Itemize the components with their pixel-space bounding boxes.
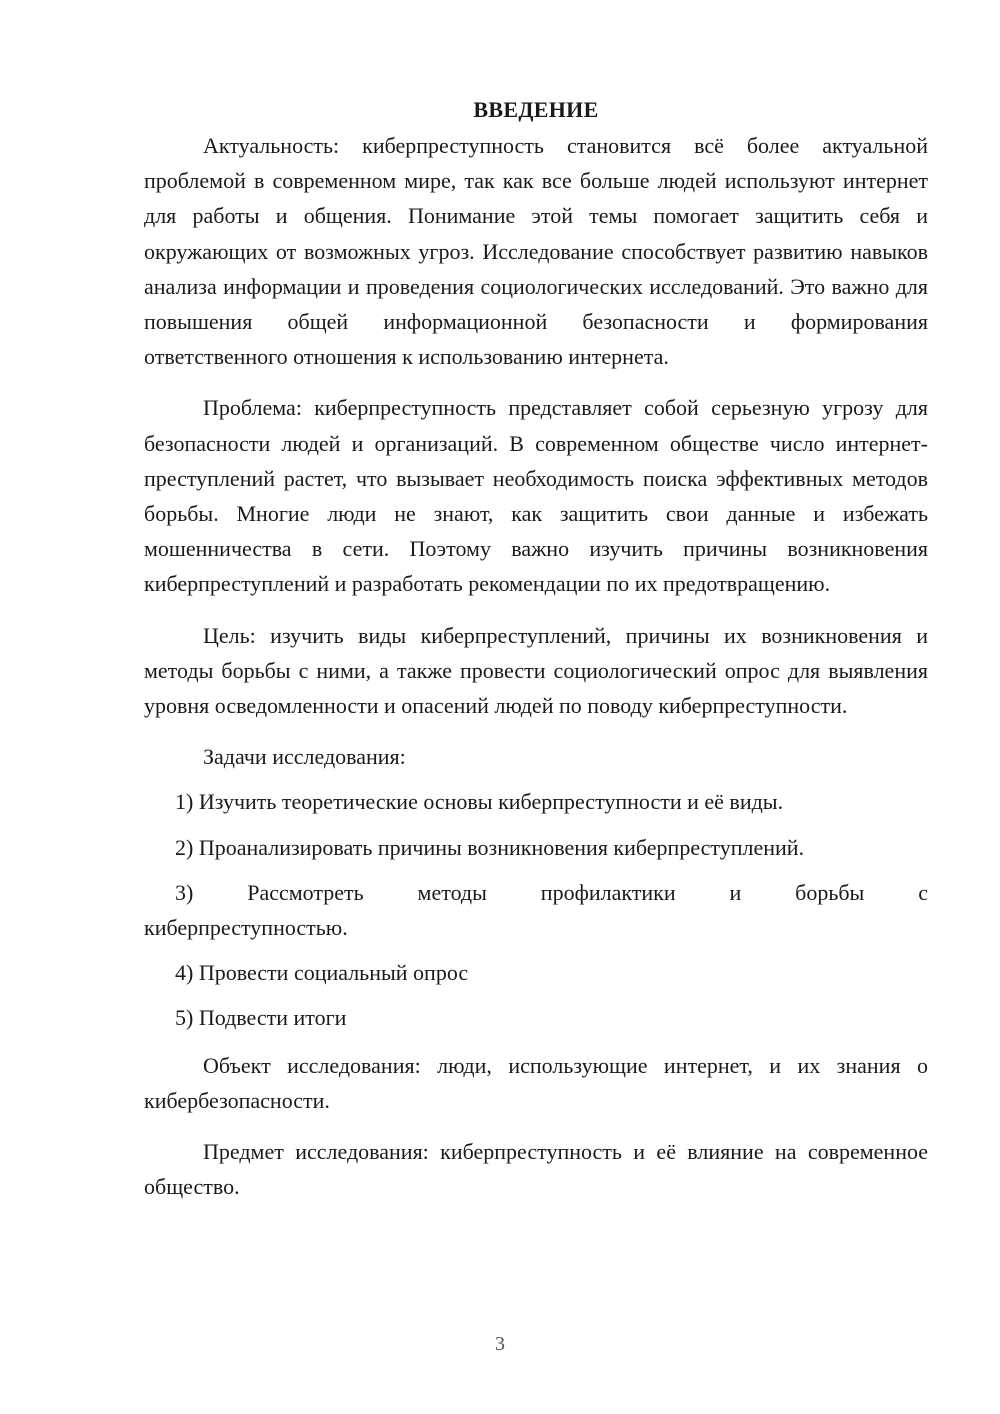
task-item-1: 1) Изучить теоретические основы киберпреступности и её виды. <box>175 789 784 815</box>
goal-paragraph: Цель: изучить виды киберпреступлений, причины их возникновения и методы борьбы с ними, а также провести социологический опрос для выявления уровня осведомленности и опасений людей по поводу киберпреступности. <box>144 622 928 719</box>
section-heading: ВВЕДЕНИЕ <box>473 97 599 122</box>
task-item-3-line2: киберпреступностью. <box>144 915 348 941</box>
subject-paragraph: Предмет исследования: киберпреступность и её влияние на современное общество. <box>144 1139 928 1200</box>
document-page <box>144 92 928 1220</box>
relevance-paragraph: Актуальность: киберпреступность становится всё более актуальной проблемой в современном мире, так как все больше людей используют интернет для работы и общения. Понимание этой темы помогает защитить себя и окружающих от возможных угроз. Исследование способствует развитию навыков анализа информации и проведения социологических исследований. Это важно для повышения общей информационной безопасности и формирования ответственного отношения к использованию интернета. <box>144 133 928 370</box>
task-item-3 <box>144 875 928 945</box>
tasks-title: Задачи исследования: <box>203 744 406 770</box>
task-item-4: 4) Провести социальный опрос <box>175 960 469 986</box>
task-item-3-line1: 3) Рассмотреть методы профилактики и борьбы с <box>175 879 928 905</box>
page-number: 3 <box>495 1333 505 1355</box>
task-item-2: 2) Проанализировать причины возникновения киберпреступлений. <box>175 834 805 860</box>
problem-paragraph: Проблема: киберпреступность представляет собой серьезную угрозу для безопасности людей и организаций. В современном обществе число интернет-преступлений растет, что вызывает необходимость поиска эффективных методов борьбы. Многие люди не знают, как защитить свои данные и избежать мошенничества в сети. Поэтому важно изучить причины возникновения киберпреступлений и разработать рекомендации по их предотвращению. <box>144 395 928 597</box>
object-paragraph: Объект исследования: люди, использующие интернет, и их знания о кибербезопасности. <box>144 1052 928 1113</box>
task-item-5: 5) Подвести итоги <box>175 1005 347 1031</box>
